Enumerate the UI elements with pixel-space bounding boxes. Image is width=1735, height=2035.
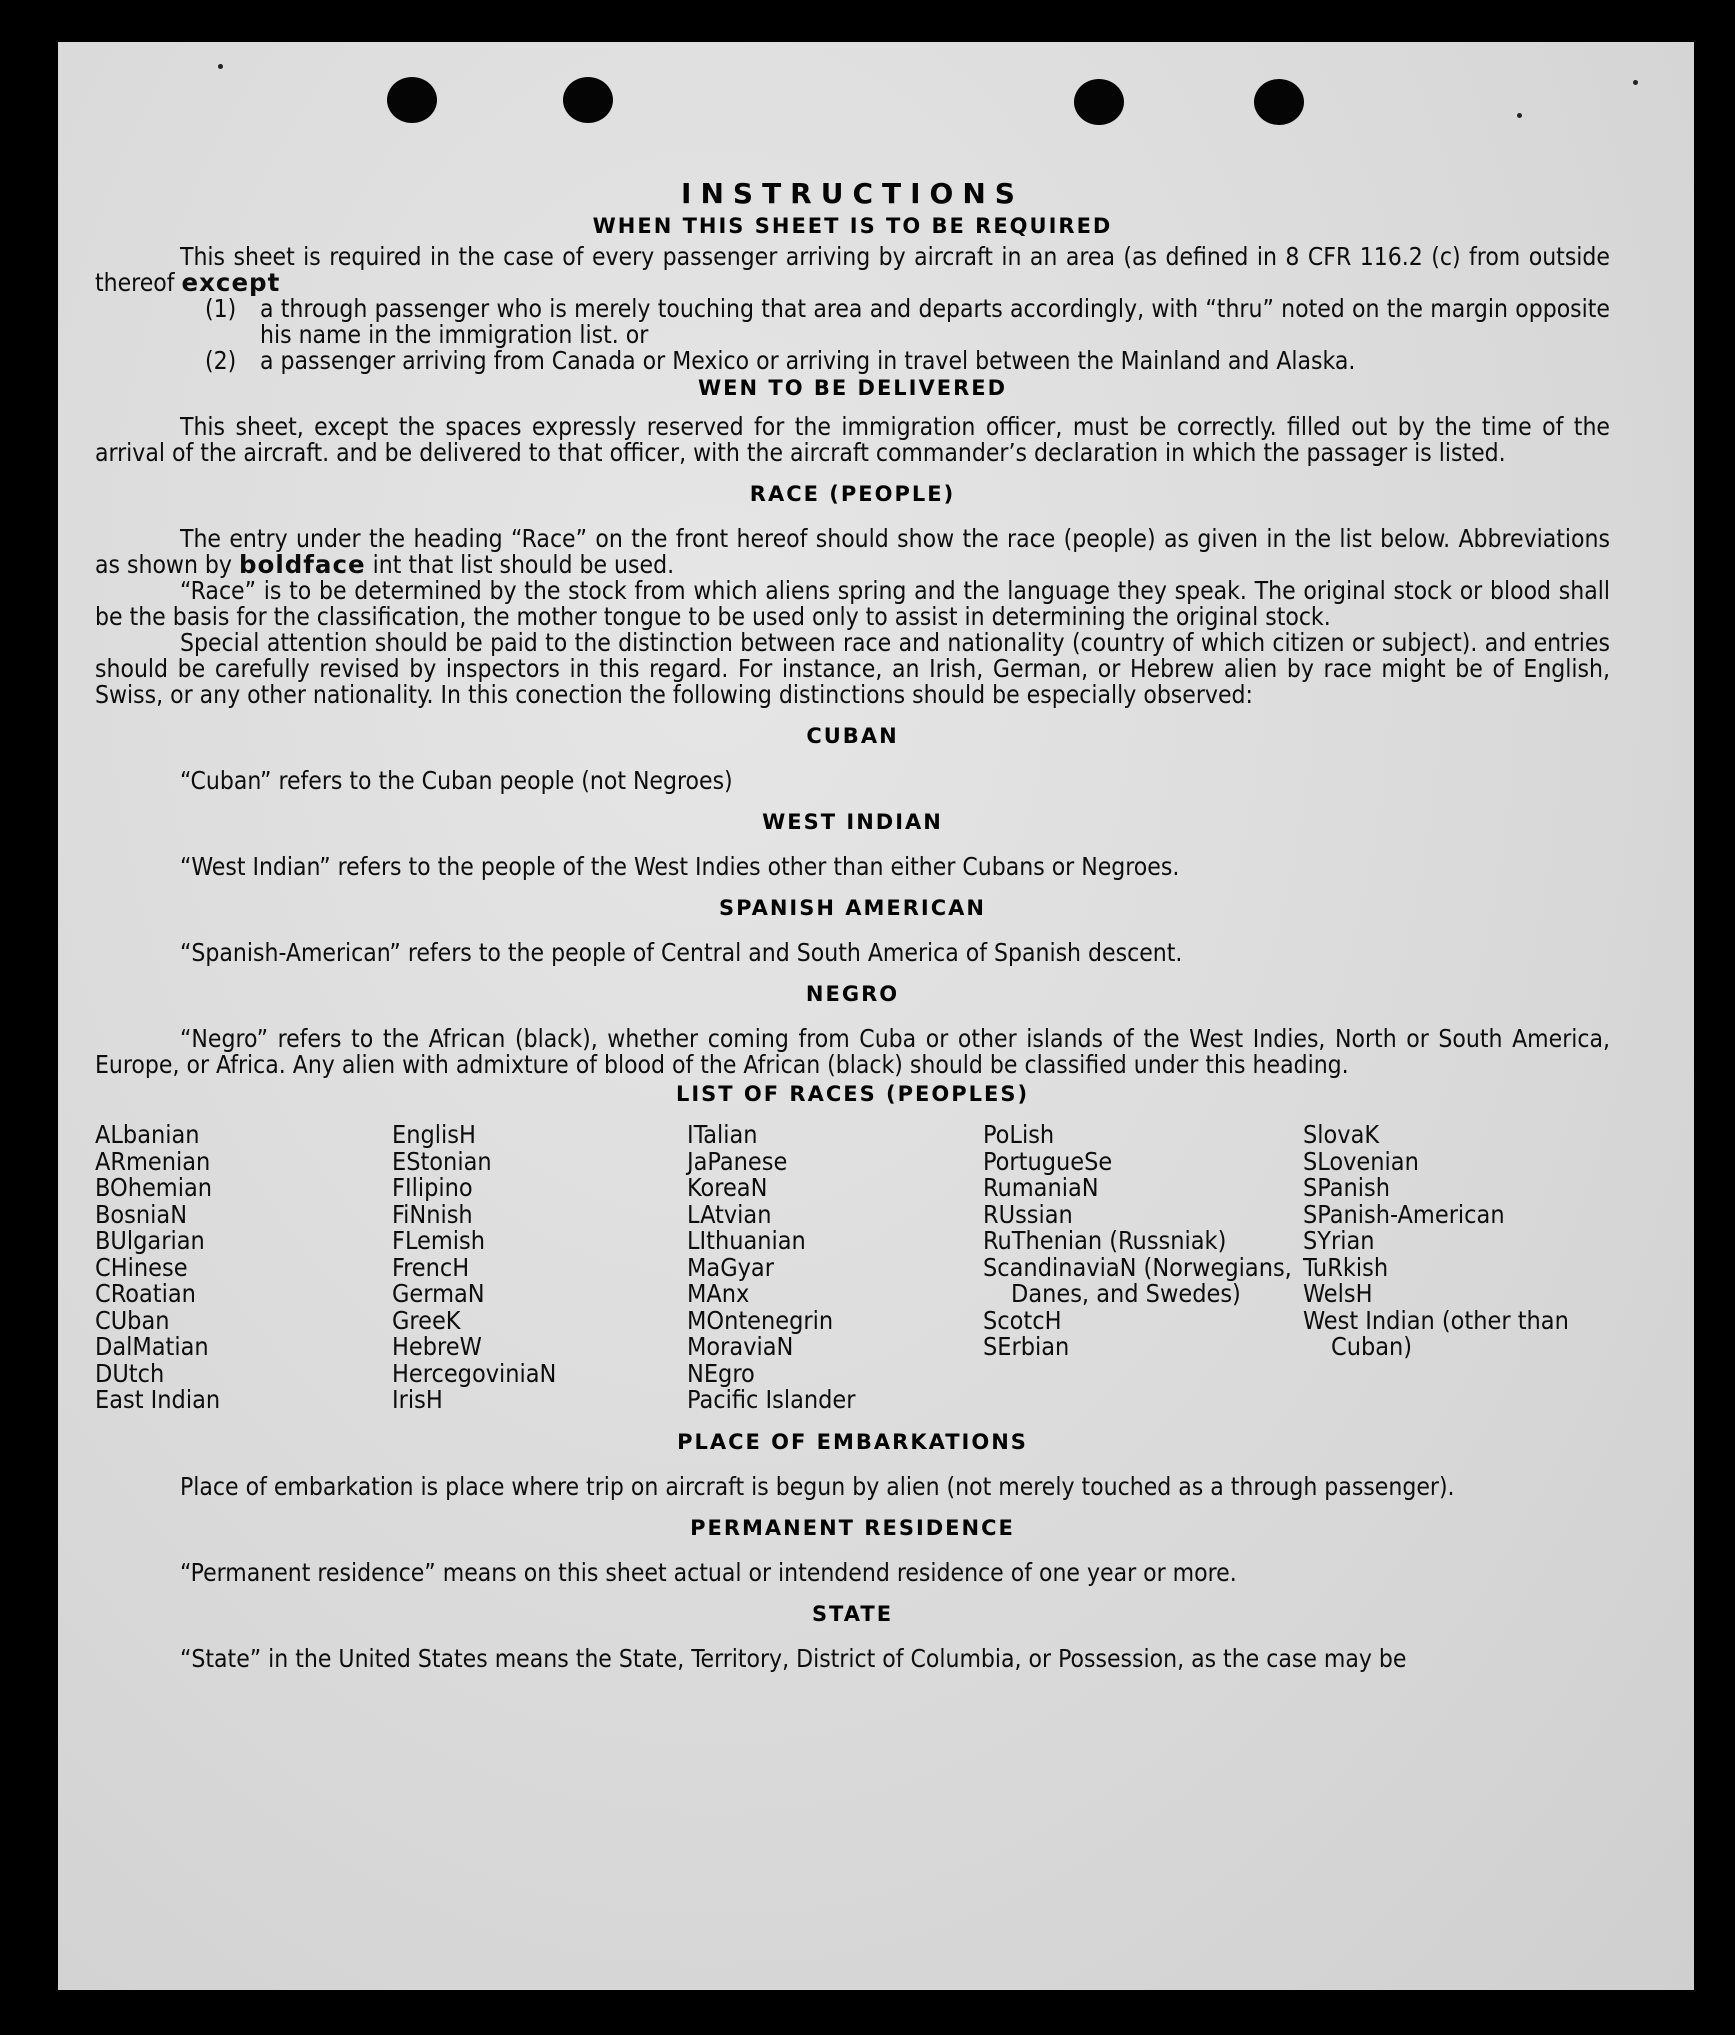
- section-heading-negro: NEGRO: [805, 982, 900, 1006]
- race-entry: TuRkish: [1303, 1252, 1389, 1282]
- races-column-4: [983, 1122, 1303, 1414]
- race-entry: SPanish: [1303, 1173, 1390, 1202]
- speck: [1633, 80, 1638, 85]
- race-entry: PoLish: [983, 1120, 1055, 1149]
- page-title: INSTRUCTIONS: [681, 177, 1024, 210]
- section-heading-embarkation: PLACE OF EMBARKATIONS: [677, 1429, 1028, 1454]
- section-heading-list-of-races: LIST OF RACES (PEOPLES): [675, 1082, 1030, 1106]
- race-paragraph-3: Special attention should be paid to the distinction between race and nationality (country of which citizen or subject). and entries should be carefully revised by inspectors in this regard. For instance, an Irish, German, or Hebrew alien by race might be of English, Swiss, or any other nationality. In this conection the following distinctions should be especially observed:: [95, 628, 1610, 709]
- race-paragraph-1: The entry under the heading “Race” on the front hereof should show the race (people) as given in the list below. Abbreviations as shown by boldface int that list should be used.: [95, 524, 1610, 579]
- speck: [218, 64, 223, 69]
- state-text: “State” in the United States means the State, Territory, District of Columbia, or Possession, as the case may be: [180, 1643, 1407, 1673]
- race-entry: SLovenian: [1303, 1146, 1419, 1176]
- race-entry: DUtch: [95, 1358, 165, 1388]
- instructions-body: [95, 177, 1610, 1672]
- section-heading-west-indian: WEST INDIAN: [762, 810, 943, 834]
- section-heading-when-required: WHEN THIS SHEET IS TO BE REQUIRED: [592, 214, 1113, 238]
- when-required-intro: This sheet is required in the case of every passenger arriving by aircraft in an area (as defined in 8 CFR 116.2 (c) from outside thereof except: [95, 242, 1610, 297]
- race-entry: NEgro: [687, 1358, 755, 1388]
- cuban-text: “Cuban” refers to the Cuban people (not Negroes): [180, 766, 733, 795]
- race-entry: West Indian (other than Cuban): [1303, 1305, 1569, 1361]
- race-entry: PortugueSe: [983, 1146, 1113, 1176]
- races-column-5: [1303, 1122, 1603, 1414]
- race-entry: FIlipino: [392, 1173, 473, 1202]
- race-entry: MOntenegrin: [687, 1305, 834, 1335]
- race-entry: MAnx: [687, 1279, 750, 1308]
- west-indian-text: “West Indian” refers to the people of the West Indies other than either Cubans or Negroes.: [180, 852, 1180, 881]
- race-entry: LAtvian: [687, 1199, 772, 1229]
- race-entry: EStonian: [392, 1146, 492, 1176]
- exception-item-2: (2) a passenger arriving from Canada or Mexico or arriving in travel between the Mainland and Alaska.: [205, 346, 1356, 375]
- punch-hole: [1074, 79, 1124, 125]
- race-entry: BOhemian: [95, 1173, 212, 1202]
- section-heading-race: RACE (PEOPLE): [749, 482, 956, 506]
- race-entry: CUban: [95, 1305, 170, 1335]
- section-heading-permanent-residence: PERMANENT RESIDENCE: [690, 1515, 1015, 1540]
- punch-hole: [1254, 79, 1304, 125]
- negro-text: “Negro” refers to the African (black), whether coming from Cuba or other islands of the West Indies, North or South America, Europe, or Africa. Any alien with admixture of blood of the African (black) should be classified under this heading.: [95, 1024, 1610, 1079]
- race-entry: East Indian: [95, 1385, 221, 1414]
- race-entry: KoreaN: [687, 1173, 768, 1202]
- race-entry: SlovaK: [1303, 1120, 1380, 1149]
- race-entry: Pacific Islander: [687, 1385, 856, 1414]
- race-entry: GermaN: [392, 1279, 485, 1308]
- races-column-3: [687, 1122, 983, 1414]
- race-entry: IrisH: [392, 1385, 443, 1414]
- section-heading-spanish-american: SPANISH AMERICAN: [719, 896, 986, 920]
- race-entry: RumaniaN: [983, 1173, 1099, 1202]
- speck: [1517, 113, 1522, 118]
- race-entry: WelsH: [1303, 1279, 1373, 1308]
- race-entry: HebreW: [392, 1332, 482, 1361]
- spanish-american-text: “Spanish-American” refers to the people of Central and South America of Spanish descent.: [180, 938, 1183, 967]
- race-entry: DalMatian: [95, 1332, 209, 1361]
- race-entry: HercegoviniaN: [392, 1358, 557, 1388]
- race-entry: FiNnish: [392, 1199, 473, 1229]
- permanent-residence-text: “Permanent residence” means on this sheet actual or intendend residence of one year or more.: [180, 1557, 1237, 1587]
- race-entry: ITalian: [687, 1120, 758, 1149]
- race-entry: MoraviaN: [687, 1332, 794, 1361]
- race-entry: FLemish: [392, 1226, 486, 1255]
- race-entry: SErbian: [983, 1332, 1070, 1361]
- race-entry: BosniaN: [95, 1199, 188, 1229]
- race-entry: ARmenian: [95, 1146, 211, 1176]
- when-delivered-text: This sheet, except the spaces expressly reserved for the immigration officer, must be correctly. filled out by the time of the arrival of the aircraft. and be delivered to that officer, with the aircraft commander’s declaration in which the passager is listed.: [95, 412, 1610, 467]
- race-entry: FrencH: [392, 1252, 470, 1282]
- race-entry: GreeK: [392, 1305, 461, 1335]
- exception-item-1: (1) a through passenger who is merely touching that area and departs accordingly, with “thru” noted on the margin opposite his name in the immigration list. or: [205, 294, 1610, 349]
- punch-hole: [563, 77, 613, 123]
- embarkation-text: Place of embarkation is place where trip on aircraft is begun by alien (not merely touched as a through passenger).: [180, 1471, 1455, 1501]
- race-entry: ALbanian: [95, 1120, 200, 1149]
- races-list: [95, 1122, 1610, 1414]
- section-heading-cuban: CUBAN: [806, 724, 899, 748]
- punch-hole: [387, 77, 437, 123]
- race-entry: MaGyar: [687, 1252, 774, 1282]
- race-entry: EnglisH: [392, 1120, 476, 1149]
- race-entry: SYrian: [1303, 1226, 1375, 1255]
- races-column-1: [95, 1122, 392, 1414]
- race-entry: ScotcH: [983, 1305, 1062, 1335]
- race-entry: JaPanese: [687, 1146, 788, 1176]
- race-entry: RuThenian (Russniak): [983, 1226, 1227, 1255]
- race-paragraph-2: “Race” is to be determined by the stock from which aliens spring and the language they speak. The original stock or blood shall be the basis for the classification, the mother tongue to be used only to assist in determining the original stock.: [95, 576, 1610, 631]
- race-entry: RUssian: [983, 1199, 1073, 1229]
- race-entry: LIthuanian: [687, 1226, 806, 1255]
- section-heading-when-delivered: WEN TO BE DELIVERED: [697, 376, 1008, 400]
- race-entry: SPanish-American: [1303, 1199, 1505, 1229]
- race-entry: CHinese: [95, 1252, 188, 1282]
- section-heading-state: STATE: [811, 1601, 894, 1626]
- races-column-2: [392, 1122, 687, 1414]
- race-entry: ScandinaviaN (Norwegians, Danes, and Swedes): [983, 1252, 1292, 1308]
- document-page: [58, 42, 1694, 1990]
- race-entry: CRoatian: [95, 1279, 196, 1308]
- race-entry: BUlgarian: [95, 1226, 205, 1255]
